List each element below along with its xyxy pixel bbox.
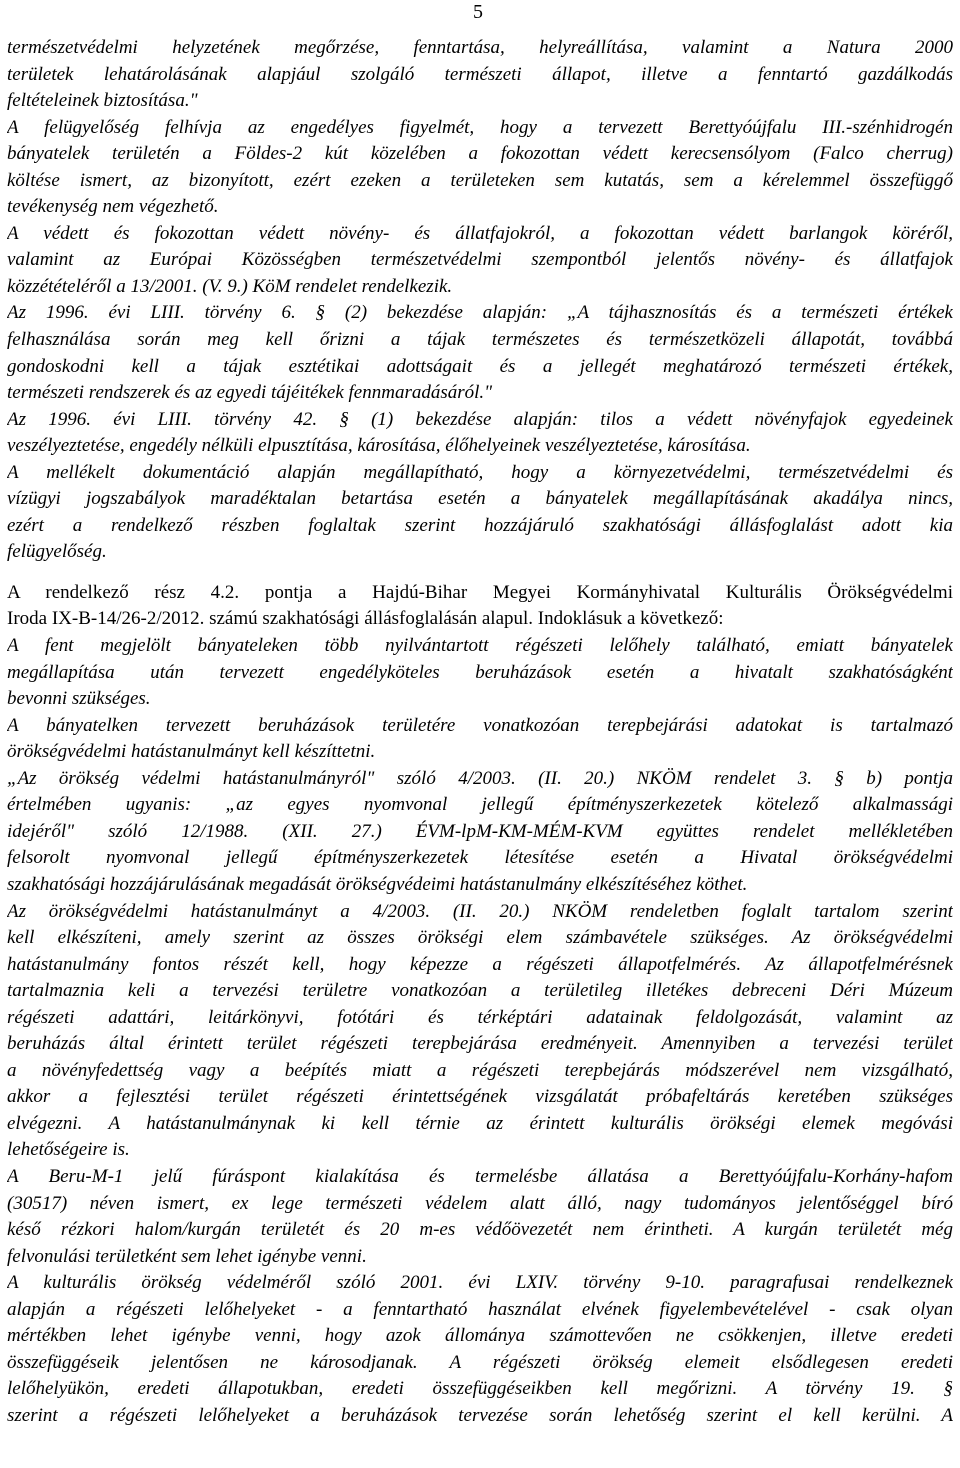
text-line: bevonni szükséges. — [7, 688, 151, 710]
text-line: Az 1996. évi LIII. törvény 42. § (1) bekezdése alapján: tilos a védett növényfajok egyedeinek — [7, 408, 953, 430]
text-line: összefüggéseik jelentősen ne károsodjanak. A régészeti örökség elemeit elsődlegesen eredeti — [7, 1351, 953, 1373]
text-line: szerint a régészeti lelőhelyeket a beruházások tervezése során lehetőség szerint el kell kerülni. A — [7, 1404, 953, 1426]
text-line: Iroda IX-B-14/26-2/2012. számú szakhatósági állásfoglalásán alapul. Indoklásuk a következő: — [7, 608, 724, 630]
text-line: szakhatósági hozzájárulásának megadását örökségvédeimi hatástanulmány elkészítéséhez köthet. — [7, 873, 748, 895]
page-body — [7, 35, 953, 1429]
text-line: ezért a rendelkező részben foglaltak szerint hozzájáruló szakhatósági állásfoglalást adott kia — [7, 514, 953, 536]
text-line: A felügyelőség felhívja az engedélyes figyelmét, hogy a tervezett Berettyóújfalu III.-szénhidrogén — [7, 116, 953, 138]
text-line: valamint az Európai Közösségben természetvédelmi szempontból jelentős növény- és állatfajok — [7, 249, 953, 271]
text-line: A rendelkező rész 4.2. pontja a Hajdú-Bihar Megyei Kormányhivatal Kulturális Örökségvédelmi — [7, 581, 953, 603]
text-line: mértékben lehet igénybe venni, hogy azok állománya számottevően ne csökkenjen, illetve eredeti — [7, 1325, 953, 1347]
text-line: veszélyeztetése, engedély nélküli elpusztítása, károsítása, élőhelyeinek veszélyeztetése, károsítása. — [7, 435, 751, 457]
text-line: akkor a fejlesztési terület régészeti érintettségének vizsgálatát próbafeltárás keretében szükséges — [7, 1086, 953, 1108]
text-line: tevékenység nem végezhető. — [7, 196, 219, 218]
text-line: tartalmaznia keli a tervezési területre vonatkozóan a területileg illetékes debreceni Déri Múzeum — [7, 980, 953, 1002]
text-line: alapján a régészeti lelőhelyeket - a fenntartható használat elvének figyelembevételével - csak olyan — [7, 1298, 953, 1320]
text-line: természeti rendszerek és az egyedi tájéitékek fennmaradásáról." — [7, 382, 493, 404]
text-line: régészeti adattári, leitárkönyvi, fotótári és térképtári adatainak feldolgozását, valamint az — [7, 1006, 953, 1028]
text-line: (30517) néven ismert, ex lege természeti védelem alatt álló, nagy tudományos jelentőséggel bíró — [7, 1192, 953, 1214]
text-line: A védett és fokozottan védett növény- és állatfajokról, a fokozottan védett barlangok köréről, — [7, 222, 953, 244]
text-line: felvonulási területként sem lehet igénybe venni. — [7, 1245, 367, 1267]
text-line: Az örökségvédelmi hatástanulmányt a 4/2003. (II. 20.) NKÖM rendeletben foglalt tartalom szerint — [7, 900, 953, 922]
text-line: felügyelőség. — [7, 541, 107, 563]
text-line: feltételeinek biztosítása." — [7, 90, 198, 112]
text-line: „Az örökség védelmi hatástanulmányról" szóló 4/2003. (II. 20.) NKÖM rendelet 3. § b) pontja — [7, 767, 953, 789]
text-line: A fent megjelölt bányateleken több nyilvántartott régészeti lelőhely található, emiatt bányatelek — [7, 635, 953, 657]
text-line: A kulturális örökség védelméről szóló 2001. évi LXIV. törvény 9-10. paragrafusai rendelkeznek — [7, 1272, 953, 1294]
text-line: A bányatelken tervezett beruházások területére vonatkozóan terepbejárási adatokat is tartalmazó — [7, 714, 953, 736]
text-line: gondoskodni kell a tájak esztétikai adottságait és a jellegét meghatározó természeti értékek, — [7, 355, 953, 377]
text-line: A mellékelt dokumentáció alapján megállapítható, hogy a környezetvédelmi, természetvédelmi és — [7, 461, 953, 483]
text-line: Az 1996. évi LIII. törvény 6. § (2) bekezdése alapján: „A tájhasznosítás és a természeti értékek — [7, 302, 953, 324]
text-line: lelőhelyükön, eredeti állapotukban, eredeti összefüggéseikben kell megőrizni. A törvény 19. § — [7, 1378, 953, 1400]
text-line: felhasználása során meg kell őrizni a tájak természetes és természetközeli állapotát, továbbá — [7, 329, 953, 351]
text-line: A Beru-M-1 jelű fúráspont kialakítása és termelésbe állatása a Berettyóújfalu-Korhány-hafom — [7, 1165, 953, 1187]
text-line: területek lehatárolásának alapjául szolgáló természeti állapot, illetve a fenntartó gazdálkodás — [7, 63, 953, 85]
text-line: hatástanulmány fontos részét kell, hogy képezze a régészeti állapotfelmérés. Az állapotfelmérésnek — [7, 953, 953, 975]
text-line: elvégezni. A hatástanulmánynak ki kell térnie az érintett kulturális örökségi elemek megóvási — [7, 1112, 953, 1134]
text-line: örökségvédelmi hatástanulmányt kell készíttetni. — [7, 741, 376, 763]
text-line: felsorolt nyomvonal jellegű építményszerkezetek létesítése esetén a Hivatal örökségvédelmi — [7, 847, 953, 869]
page-number: 5 — [473, 1, 483, 23]
text-line: kell elkészíteni, amely szerint az összes örökségi elem számbavétele szükséges. Az örökségvédelmi — [7, 927, 953, 949]
text-line: közzétételéről a 13/2001. (V. 9.) KöM rendelet rendelkezik. — [7, 275, 453, 297]
text-line: vízügyi jogszabályok maradéktalan betartása esetén a bányatelek megállapításának akadálya nincs, — [7, 488, 953, 510]
text-line: a növényfedettség vagy a beépítés miatt a régészeti terepbejárás módszerével nem vizsgálható, — [7, 1059, 953, 1081]
text-line: költése ismert, az bizonyított, ezért ezeken a területeken sem kutatás, sem a kérelemmel összefüggő — [7, 169, 953, 191]
text-line: megállapítása után tervezett engedélyköteles beruházások esetén a hivatalt szakhatóságként — [7, 661, 953, 683]
text-line: értelmében ugyanis: „az egyes nyomvonal jellegű építményszerkezetek kötelező alkalmassági — [7, 794, 953, 816]
text-line: beruházás által érintett terület régészeti terepbejárása eredményeit. Amennyiben a tervezési terület — [7, 1033, 953, 1055]
text-line: idejéről" szóló 12/1988. (XII. 27.) ÉVM-lpM-KM-MÉM-KVM együttes rendelet mellékletében — [7, 820, 953, 842]
text-line: bányatelek területén a Földes-2 kút közelében a fokozottan védett kerecsensólyom (Falco cherrug) — [7, 143, 953, 165]
text-line: késő rézkori halom/kurgán területét és 20 m-es védőövezetét nem érintheti. A kurgán területét még — [7, 1219, 953, 1241]
text-line: természetvédelmi helyzetének megőrzése, fenntartása, helyreállítása, valamint a Natura 2000 — [7, 37, 953, 58]
text-line: lehetőségeire is. — [7, 1139, 130, 1161]
